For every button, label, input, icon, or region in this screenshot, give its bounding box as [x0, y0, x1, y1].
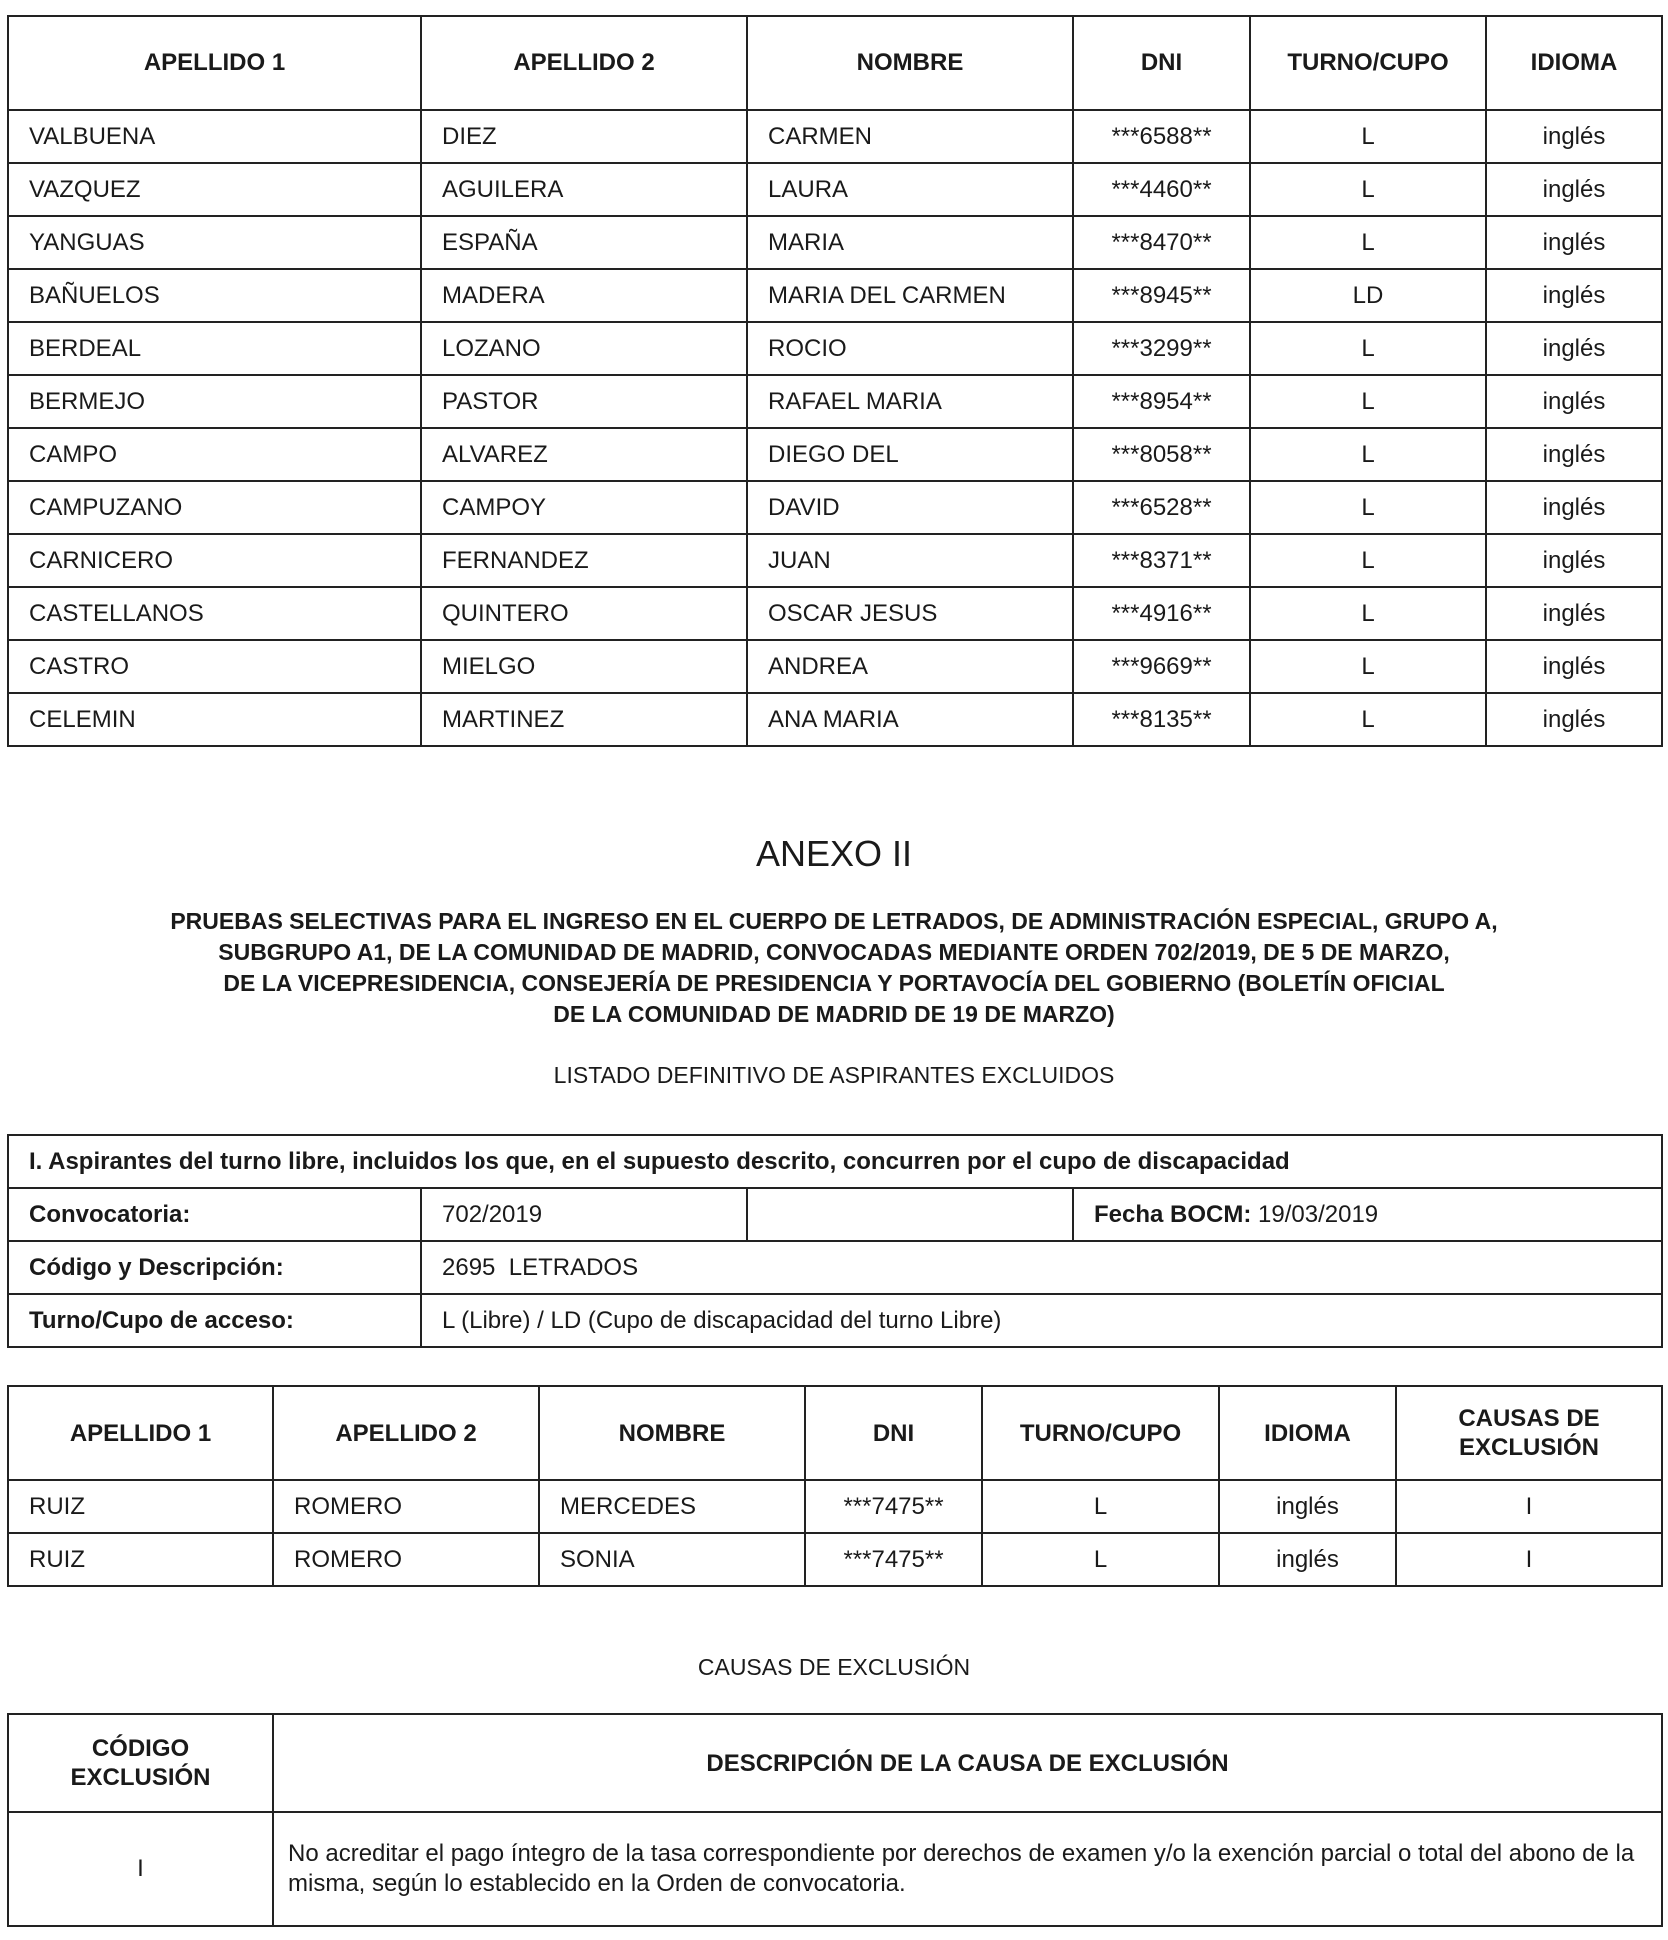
cell-turno: L: [982, 1480, 1219, 1533]
header-descripcion: DESCRIPCIÓN DE LA CAUSA DE EXCLUSIÓN: [273, 1714, 1662, 1812]
cell-idioma: inglés: [1486, 375, 1662, 428]
cell-apellido1: VAZQUEZ: [8, 163, 421, 216]
convocatoria-value: 702/2019: [421, 1188, 747, 1241]
header-idioma: IDIOMA: [1486, 16, 1662, 110]
cell-dni: ***7475**: [805, 1533, 982, 1586]
cell-apellido1: CAMPO: [8, 428, 421, 481]
cell-dni: ***8058**: [1073, 428, 1250, 481]
cell-apellido2: ESPAÑA: [421, 216, 747, 269]
table-row: [8, 269, 1662, 322]
cell-idioma: inglés: [1486, 640, 1662, 693]
cell-apellido2: ROMERO: [273, 1533, 539, 1586]
table-row: [8, 163, 1662, 216]
cell-nombre: DAVID: [747, 481, 1073, 534]
cell-apellido1: CASTRO: [8, 640, 421, 693]
table-row: [8, 1480, 1662, 1533]
header-turno: TURNO/CUPO: [1250, 16, 1486, 110]
turno-label: Turno/Cupo de acceso:: [8, 1294, 421, 1347]
header-apellido2: APELLIDO 2: [421, 16, 747, 110]
cell-idioma: inglés: [1486, 322, 1662, 375]
cell-idioma: inglés: [1486, 693, 1662, 746]
causas-table: [7, 1713, 1663, 1927]
cell-idioma: inglés: [1486, 216, 1662, 269]
cell-apellido2: QUINTERO: [421, 587, 747, 640]
codigo-value: 2695 LETRADOS: [421, 1241, 1662, 1294]
cell-dni: ***8945**: [1073, 269, 1250, 322]
cell-nombre: SONIA: [539, 1533, 805, 1586]
cell-turno: L: [1250, 110, 1486, 163]
cell-apellido2: ROMERO: [273, 1480, 539, 1533]
anexo-title: ANEXO II: [755, 833, 913, 874]
cell-apellido2: PASTOR: [421, 375, 747, 428]
cell-dni: ***8371**: [1073, 534, 1250, 587]
cell-nombre: OSCAR JESUS: [747, 587, 1073, 640]
cell-turno: L: [1250, 428, 1486, 481]
table-row: [8, 428, 1662, 481]
cell-apellido1: CAMPUZANO: [8, 481, 421, 534]
cell-apellido2: MARTINEZ: [421, 693, 747, 746]
cell-dni: ***4916**: [1073, 587, 1250, 640]
cell-nombre: MARIA DEL CARMEN: [747, 269, 1073, 322]
cell-idioma: inglés: [1219, 1533, 1396, 1586]
cell-idioma: inglés: [1486, 110, 1662, 163]
cell-nombre: ANDREA: [747, 640, 1073, 693]
cell-turno: L: [1250, 375, 1486, 428]
cell-nombre: ROCIO: [747, 322, 1073, 375]
causas-header-row: [8, 1714, 1662, 1812]
table-row: [8, 110, 1662, 163]
cell-turno: L: [1250, 322, 1486, 375]
cell-nombre: MARIA: [747, 216, 1073, 269]
cell-turno: L: [1250, 216, 1486, 269]
cell-causa: I: [1396, 1533, 1662, 1586]
table-row: [8, 693, 1662, 746]
table-row: [8, 216, 1662, 269]
cell-turno: L: [1250, 163, 1486, 216]
cell-turno: L: [982, 1533, 1219, 1586]
cell-dni: ***8135**: [1073, 693, 1250, 746]
listado-title: LISTADO DEFINITIVO DE ASPIRANTES EXCLUIDOS: [553, 1062, 1115, 1088]
cell-apellido2: MIELGO: [421, 640, 747, 693]
cell-turno: L: [1250, 587, 1486, 640]
cell-nombre: LAURA: [747, 163, 1073, 216]
cell-nombre: DIEGO DEL: [747, 428, 1073, 481]
cell-apellido2: ALVAREZ: [421, 428, 747, 481]
cell-apellido2: DIEZ: [421, 110, 747, 163]
cell-apellido1: BERDEAL: [8, 322, 421, 375]
causa-description: No acreditar el pago íntegro de la tasa correspondiente por derechos de examen y/o la exención parcial o total del abono de la misma, según lo establecido en la Orden de convocatoria.: [273, 1812, 1662, 1926]
causa-code: I: [8, 1812, 273, 1926]
cell-apellido1: YANGUAS: [8, 216, 421, 269]
cell-dni: ***8954**: [1073, 375, 1250, 428]
cell-nombre: CARMEN: [747, 110, 1073, 163]
cell-turno: L: [1250, 481, 1486, 534]
subtitle-line: DE LA VICEPRESIDENCIA, CONSEJERÍA DE PRESIDENCIA Y PORTAVOCÍA DEL GOBIERNO (BOLETÍN OFICIAL: [223, 970, 1445, 996]
cell-idioma: inglés: [1486, 269, 1662, 322]
turno-value: L (Libre) / LD (Cupo de discapacidad del turno Libre): [421, 1294, 1662, 1347]
cell-apellido2: AGUILERA: [421, 163, 747, 216]
header-nombre: NOMBRE: [539, 1386, 805, 1480]
table-row: [8, 640, 1662, 693]
table-row: [8, 534, 1662, 587]
header-turno: TURNO/CUPO: [982, 1386, 1219, 1480]
cell-apellido2: CAMPOY: [421, 481, 747, 534]
fecha-cell: [1073, 1188, 1662, 1241]
cell-apellido1: RUIZ: [8, 1480, 273, 1533]
header-apellido1: APELLIDO 1: [8, 16, 421, 110]
table-row: [8, 587, 1662, 640]
cell-nombre: JUAN: [747, 534, 1073, 587]
excluded-table: [7, 1385, 1663, 1587]
cell-dni: ***9669**: [1073, 640, 1250, 693]
causas-heading: CAUSAS DE EXCLUSIÓN: [697, 1654, 971, 1680]
excluded-header-row: [8, 1386, 1662, 1480]
header-dni: DNI: [805, 1386, 982, 1480]
admitted-header-row: [8, 16, 1662, 110]
cell-dni: ***6588**: [1073, 110, 1250, 163]
subtitle-line: PRUEBAS SELECTIVAS PARA EL INGRESO EN EL CUERPO DE LETRADOS, DE ADMINISTRACIÓN ESPECIAL, GRUPO A,: [170, 908, 1498, 934]
header-apellido2: APELLIDO 2: [273, 1386, 539, 1480]
cell-dni: ***8470**: [1073, 216, 1250, 269]
cell-idioma: inglés: [1486, 587, 1662, 640]
header-causas-line2: EXCLUSIÓN: [1458, 1434, 1599, 1461]
cell-apellido2: LOZANO: [421, 322, 747, 375]
cell-apellido1: BERMEJO: [8, 375, 421, 428]
cell-apellido1: CARNICERO: [8, 534, 421, 587]
header-codigo-line2: EXCLUSIÓN: [70, 1764, 211, 1791]
cell-turno: LD: [1250, 269, 1486, 322]
anexo-subtitle: [0, 906, 1668, 1030]
fecha-value: 19/03/2019: [1258, 1200, 1379, 1228]
header-causas-line1: CAUSAS DE: [1458, 1405, 1600, 1432]
causa-row: [8, 1812, 1662, 1926]
convocatoria-label: Convocatoria:: [8, 1188, 421, 1241]
cell-apellido2: MADERA: [421, 269, 747, 322]
cell-idioma: inglés: [1219, 1480, 1396, 1533]
cell-idioma: inglés: [1486, 534, 1662, 587]
header-codigo-line1: CÓDIGO: [91, 1735, 190, 1762]
empty-cell: [747, 1188, 1073, 1241]
subtitle-line: SUBGRUPO A1, DE LA COMUNIDAD DE MADRID, CONVOCADAS MEDIANTE ORDEN 702/2019, DE 5 DE MARZO,: [218, 939, 1450, 965]
header-causas: [1396, 1386, 1662, 1480]
cell-nombre: RAFAEL MARIA: [747, 375, 1073, 428]
admitted-table: [7, 15, 1663, 747]
cell-apellido1: BAÑUELOS: [8, 269, 421, 322]
cell-apellido2: FERNANDEZ: [421, 534, 747, 587]
header-idioma: IDIOMA: [1219, 1386, 1396, 1480]
cell-dni: ***6528**: [1073, 481, 1250, 534]
table-row: [8, 1533, 1662, 1586]
table-row: [8, 375, 1662, 428]
codigo-label: Código y Descripción:: [8, 1241, 421, 1294]
header-apellido1: APELLIDO 1: [8, 1386, 273, 1480]
cell-nombre: MERCEDES: [539, 1480, 805, 1533]
table-row: [8, 481, 1662, 534]
cell-turno: L: [1250, 693, 1486, 746]
cell-idioma: inglés: [1486, 163, 1662, 216]
table-row: [8, 322, 1662, 375]
cell-apellido1: CELEMIN: [8, 693, 421, 746]
info-table: [7, 1134, 1663, 1348]
cell-turno: L: [1250, 640, 1486, 693]
fecha-label: Fecha BOCM:: [1094, 1200, 1252, 1228]
subtitle-line: DE LA COMUNIDAD DE MADRID DE 19 DE MARZO): [553, 1001, 1115, 1027]
cell-causa: I: [1396, 1480, 1662, 1533]
cell-apellido1: CASTELLANOS: [8, 587, 421, 640]
cell-apellido1: RUIZ: [8, 1533, 273, 1586]
cell-dni: ***3299**: [1073, 322, 1250, 375]
cell-idioma: inglés: [1486, 428, 1662, 481]
header-codigo: [8, 1714, 273, 1812]
cell-apellido1: VALBUENA: [8, 110, 421, 163]
info-heading: I. Aspirantes del turno libre, incluidos los que, en el supuesto descrito, concurren por el cupo de discapacidad: [8, 1135, 1662, 1188]
cell-dni: ***4460**: [1073, 163, 1250, 216]
cell-nombre: ANA MARIA: [747, 693, 1073, 746]
cell-turno: L: [1250, 534, 1486, 587]
header-dni: DNI: [1073, 16, 1250, 110]
header-nombre: NOMBRE: [747, 16, 1073, 110]
cell-dni: ***7475**: [805, 1480, 982, 1533]
cell-idioma: inglés: [1486, 481, 1662, 534]
